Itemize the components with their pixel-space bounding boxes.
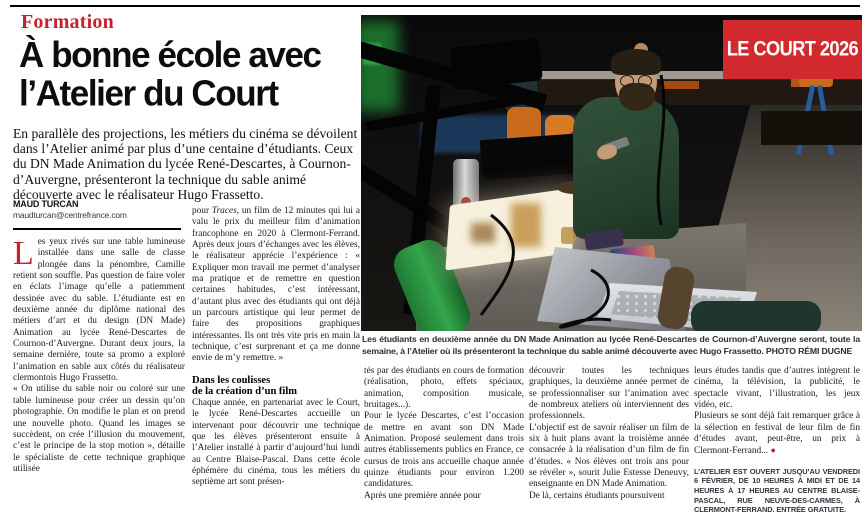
photo-caption-text: Les étudiants en deuxième année du DN Made Animation au lycée René-Descartes de Cournon-d’Auvergne seront, toute la semaine, à l’Atelier où ils présenteront la technique du sable animé découverte avec Hugo Frassetto. bbox=[362, 334, 860, 356]
column-2 bbox=[192, 206, 360, 520]
paragraph: L’objectif est de savoir réaliser un film de six à huit plans avant la troisième année consacrée à la réalisation d’un film de fin d’études. « Nos élèves ont trois ans pour se révéler », sourit Julie Estesse Deneuvy, enseignante en DN Made Animation. bbox=[529, 422, 689, 490]
paragraph: Chaque année, en partenariat avec le Court, le lycée René-Descartes accueille un intervenant pour découvrir une technique que les élèves présenteront ensuite à l’Atelier installé à partir d’aujourd’hui lundi au Centre Blaise-Pascal. Dans cette école éphémère du cinéma, tous les métiers du septième art sont présen- bbox=[192, 397, 360, 488]
headline-line-2: l’Atelier du Court bbox=[19, 73, 278, 114]
paragraph: Pour le lycée Descartes, c’est l’occasion de mettre en avant son DN Made Animation. Proposé seulement dans trois autres établissements publics en France, ce cursus de trois ans accueille chaque année quinze étudiants pour environ 1.200 candidatures. bbox=[364, 411, 524, 490]
standfirst: En parallèle des projections, les métiers du cinéma se dévoilent dans l’Atelier animé par plus d’une centaine d’étudiants. Ceux du DN Made Animation du lycée René-Descartes, à Cournon-d’Auvergne, présenteront la technique du sable animé découverte avec le réalisateur Hugo Frassetto. bbox=[13, 126, 358, 202]
festival-badge-label: LE COURT 2026 bbox=[726, 37, 859, 61]
film-title: Traces bbox=[211, 206, 237, 216]
photo-credit: PHOTO RÉMI DUGNE bbox=[765, 345, 853, 356]
subhead: Dans les coulisses de la création d’un film bbox=[192, 374, 297, 398]
drop-cap: L bbox=[13, 237, 34, 272]
paragraph: leurs études tandis que d’autres intègrent le cinéma, la télévision, la publicité, le spectacle vivant, l’illustration, les jeux vidéo, etc. bbox=[694, 366, 860, 411]
festival-badge bbox=[723, 20, 862, 79]
column-4 bbox=[529, 366, 689, 520]
paragraph: pour Traces, un film de 12 minutes qui lui a valu le prix du meilleur film d’animation francophone en 2020 à Clermont-Ferrand. Après deux jours d’échanges avec les élèves, le réalisateur apprécie l’expérience : « Expliquer mon travail me permet d’analyser ma pratique et de remettre en question certaines habitudes, c’est intéressant, d’autant plus avec des étudiants qui ont déjà un parcours artistique qui leur permet de faire des propositions graphiques intéressantes. Ils ont très vite pris en main la technique, c’est surprenant et ça me donne envie de m’y remettre. » bbox=[192, 206, 360, 364]
paragraph: Après une première année pour bbox=[364, 490, 481, 501]
column-5 bbox=[694, 366, 860, 520]
paragraph: Plusieurs se sont déjà fait remarquer grâce à la sélection en festival de leur film de fin d’études avant, peut-être, un prix à Clermont-Ferrand... ● bbox=[694, 411, 860, 457]
practical-info-footnote: L’ATELIER EST OUVERT JUSQU’AU VENDREDI 6 FÉVRIER, DE 10 HEURES À MIDI ET DE 14 HEURES À 17 HEURES AU CENTRE BLAISE-PASCAL, RUE NEUVE-DES-CARMES, À CLERMONT-FERRAND. ENTRÉE GRATUITE. bbox=[694, 466, 860, 515]
paragraph: Les yeux rivés sur une table lumineuse installée dans une salle de classe plongée dans la pénombre, Camille retient son souffle. Pas question de faire voler en éclats l’image qu’elle a patiemment dessinée avec du sable. L’étudiante est en deuxième année du diplôme national des métiers d’art et du design (DN Made) Animation au lycée René-Descartes de Cournon-d’Auvergne. Durant deux jours, la semaine dernière, toute sa promo a exploré l’animation en sable aux côtés du réalisateur clermontois Hugo Frassetto. bbox=[13, 237, 185, 384]
paragraph: « On utilise du sable noir ou coloré sur une table lumineuse pour créer un dessin qu’on photographie. On modifie le plan et on prend une nouvelle photo. Quand les images se succèdent, on crée l’illusion du mouvement, c’est le principe de la stop motion », détaille le spécialiste de cette technique graphique utilisée bbox=[13, 384, 185, 474]
byline bbox=[13, 199, 213, 220]
article-headline bbox=[19, 36, 364, 113]
top-rule bbox=[10, 5, 860, 7]
end-bullet: ● bbox=[770, 445, 776, 456]
photo-caption bbox=[362, 334, 860, 357]
paragraph: De là, certains étudiants poursuivent bbox=[529, 490, 665, 501]
paragraph: tés par des étudiants en cours de formation (réalisation, photo, effets spéciaux, animation, composition musicale, bruitages...). bbox=[364, 366, 524, 411]
paragraph: découvrir toutes les techniques graphiques, la deuxième année permet de se professionnaliser sur l’animation avec de nombreux ateliers où interviennent des professionnels. bbox=[529, 366, 689, 422]
byline-email: maudturcan@centrefrance.com bbox=[13, 210, 127, 220]
headline-line-1: À bonne école avec bbox=[19, 34, 321, 76]
byline-rule bbox=[13, 228, 181, 230]
column-3 bbox=[364, 366, 524, 520]
byline-name: MAUD TURCAN bbox=[13, 199, 79, 209]
column-1 bbox=[13, 237, 185, 520]
section-kicker: Formation bbox=[21, 11, 114, 33]
